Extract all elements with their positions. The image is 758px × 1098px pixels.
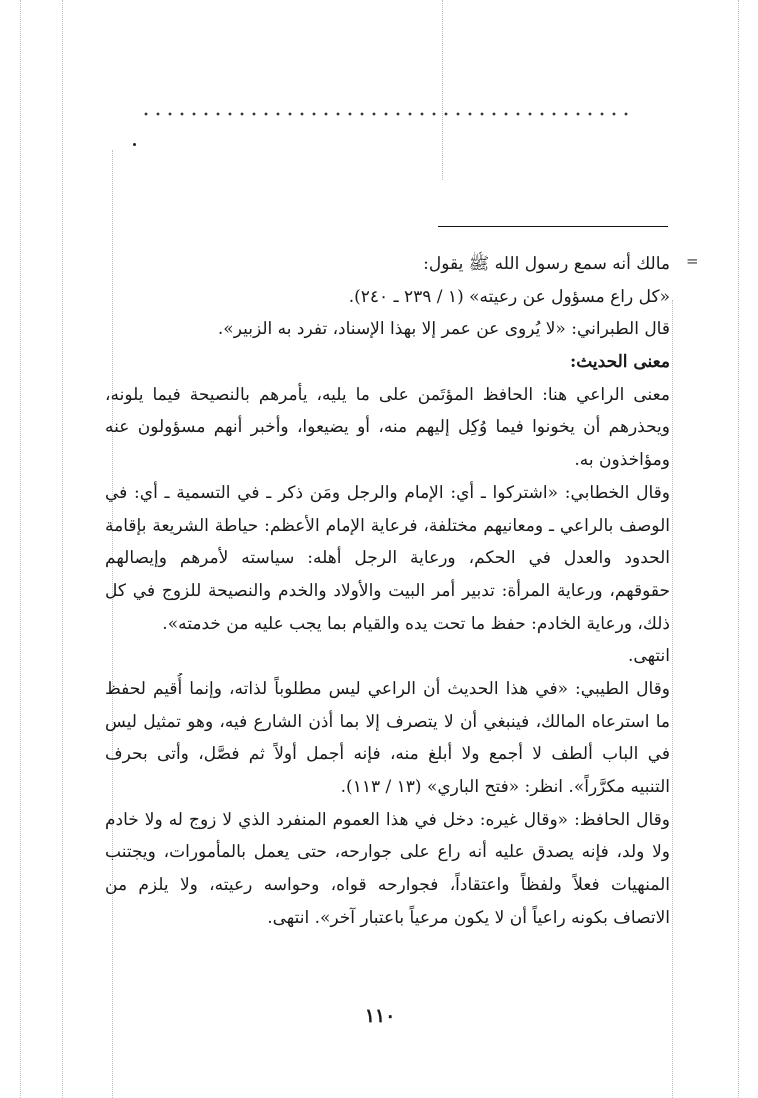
text-line: مالك أنه سمع رسول الله ﷺ يقول: [423, 254, 670, 274]
text-line: ذلك، ورعاية الخادم: حفظ ما تحت يده والقيام بما يجب عليه من خدمته». [162, 613, 670, 634]
dotted-separator [140, 112, 630, 116]
text-line: الحدود والعدل في الحكم، ورعاية الرجل أهله: سياسته لأمرهم وإيصالهم [105, 548, 670, 569]
text-line: قال الطبراني: «لا يُروى عن عمر إلا بهذا الإسناد، تفرد به الزبير». [217, 319, 670, 340]
text-line: ما استرعاه المالك، فينبغي أن لا يتصرف إلا بما أذن الشارع فيه، وهو تمثيل ليس [105, 711, 670, 732]
scan-guide-line [738, 0, 740, 1098]
text-line: ولا ولد، فإنه يصدق عليه أنه راع على جوارحه، حتى يعمل بالمأمورات، ويجتنب [105, 842, 670, 863]
margin-mark: = [686, 252, 699, 270]
ink-speck [133, 143, 136, 146]
text-line: التنبيه مكرَّراً». انظر: «فتح الباري» (١٣ / ١١٣). [340, 777, 670, 797]
text-line: وقال الحافظ: «وقال غيره: دخل في هذا العموم المنفرد الذي لا زوج له ولا خادم [105, 809, 670, 830]
section-heading: معنى الحديث: [569, 352, 670, 373]
text-line: الوصف بالراعي ـ ومعانيهم مختلفة، فرعاية الإمام الأعظم: حياطة الشريعة بإقامة [105, 515, 670, 536]
text-line: معنى الراعي هنا: الحافظ المؤتَمن على ما يليه، يأمرهم بالنصيحة فيما يلونه، [105, 384, 670, 405]
text-line: المنهيات فعلاً ولفظاً واعتقاداً، فجوارحه قواه، وحواسه رعيته، ولا يلزم من [105, 875, 670, 896]
text-line: ويحذرهم أن يخونوا فيما وُكِل إليهم منه، أو يضيعوا، وأخبر أنهم مسؤولون عنه [105, 417, 670, 438]
scan-guide-line [672, 300, 674, 1098]
text-line: ومؤاخذون به. [574, 450, 670, 471]
scan-guide-line [442, 0, 444, 180]
body-text [105, 248, 670, 934]
footnote-rule [438, 226, 668, 227]
text-line: وقال الطيبي: «في هذا الحديث أن الراعي ليس مطلوباً لذاته، وإنما أُقيم لحفظ [105, 678, 670, 699]
text-line: «كل راع مسؤول عن رعيته» (١ / ٢٣٩ ـ ٢٤٠). [348, 286, 670, 307]
text-line: في الباب ألطف لا أجمع ولا أبلغ منه، فإنه أجمل أولاً ثم فصَّل، وأتى بحرف [105, 744, 670, 765]
page-number: ١١٠ [364, 1005, 396, 1027]
text-line: انتهى. [628, 646, 670, 667]
text-line: الاتصاف بكونه راعياً أن لا يكون مرعياً باعتبار آخر». انتهى. [267, 907, 670, 928]
text-line: حقوقهم، ورعاية المرأة: تدبير أمر البيت والأولاد والخدم والنصيحة للزوج في كل [105, 580, 670, 601]
text-line: وقال الخطابي: «اشتركوا ـ أي: الإمام والرجل ومَن ذكر ـ في التسمية ـ أي: في [105, 482, 670, 503]
scan-guide-line [62, 0, 64, 1098]
scan-guide-line [20, 0, 22, 1098]
